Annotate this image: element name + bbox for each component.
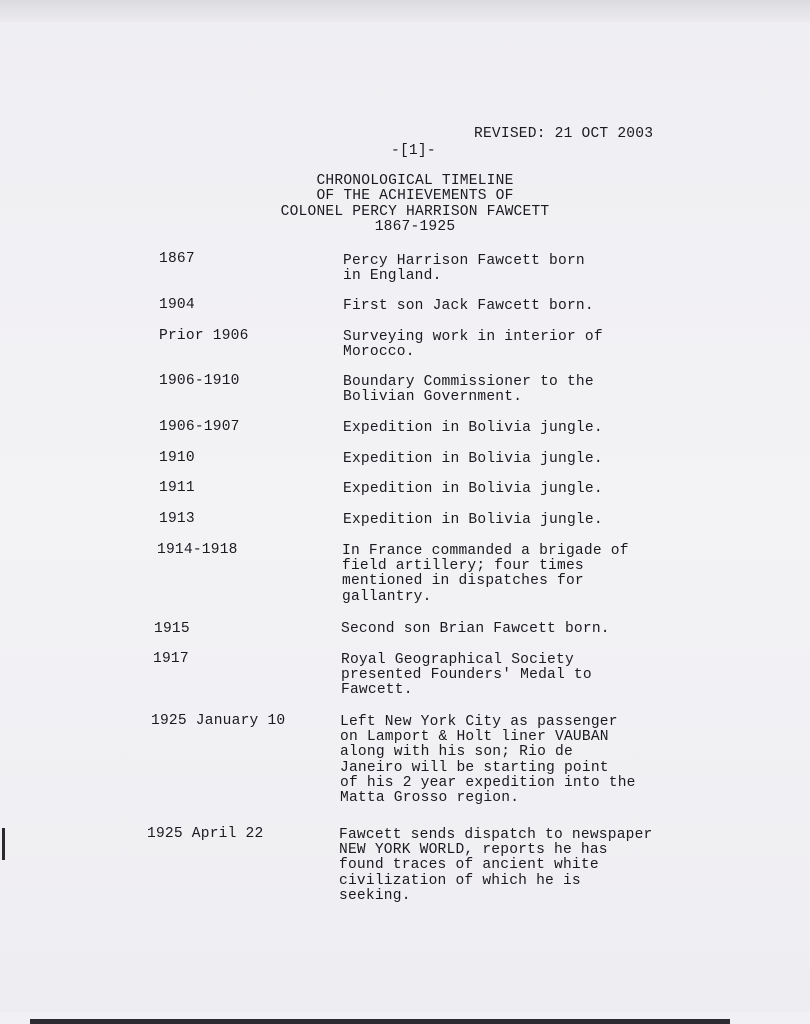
entry-date: 1906-1910 (159, 373, 240, 389)
entry-text: First son Jack Fawcett born. (343, 298, 594, 314)
entry-date: 1917 (153, 651, 189, 667)
entry-date: 1925 January 10 (151, 713, 286, 729)
entry-text: Boundary Commissioner to the Bolivian Government. (343, 374, 594, 406)
page-top-edge (0, 0, 810, 22)
entry-text: Royal Geographical Society presented Founders' Medal to Fawcett. (341, 652, 592, 699)
entry-text: Left New York City as passenger on Lamport & Holt liner VAUBAN along with his son; Rio de Janeiro will be starting point of his 2 year expedition into the Matta Grosso region. (340, 714, 636, 807)
entry-date: 1914-1918 (157, 542, 238, 558)
entry-text: Expedition in Bolivia jungle. (343, 420, 603, 436)
entry-text: Percy Harrison Fawcett born in England. (343, 253, 585, 285)
entry-date: 1911 (159, 480, 195, 496)
scan-edge-mark (2, 828, 5, 860)
entry-date: 1910 (159, 450, 195, 466)
entry-date: 1913 (159, 511, 195, 527)
entry-date: 1906-1907 (159, 419, 240, 435)
entry-text: Expedition in Bolivia jungle. (343, 512, 603, 528)
title-line-4: 1867-1925 (374, 219, 456, 236)
document-title (200, 174, 630, 236)
entry-date: 1915 (154, 621, 190, 637)
title-line-1: CHRONOLOGICAL TIMELINE (316, 173, 514, 189)
entry-date: 1925 April 22 (147, 826, 264, 842)
scan-bottom-bar (30, 1019, 730, 1024)
entry-text: Surveying work in interior of Morocco. (343, 329, 603, 361)
entry-text: Expedition in Bolivia jungle. (343, 481, 603, 497)
revised-date: REVISED: 21 OCT 2003 (474, 126, 654, 142)
entry-date: Prior 1906 (159, 328, 249, 344)
entry-text: Expedition in Bolivia jungle. (343, 451, 603, 467)
entry-text: In France commanded a brigade of field artillery; four times mentioned in dispatches for gallantry. (342, 543, 629, 605)
entry-text: Second son Brian Fawcett born. (341, 621, 610, 637)
title-line-3: COLONEL PERCY HARRISON FAWCETT (280, 203, 550, 220)
entry-date: 1867 (159, 251, 195, 267)
page-number: -[1]- (391, 143, 436, 159)
entry-text: Fawcett sends dispatch to newspaper NEW YORK WORLD, reports he has found traces of ancient white civilization of which he is seeking. (339, 827, 653, 904)
title-line-2: OF THE ACHIEVEMENTS OF (316, 188, 514, 205)
entry-date: 1904 (159, 297, 195, 313)
